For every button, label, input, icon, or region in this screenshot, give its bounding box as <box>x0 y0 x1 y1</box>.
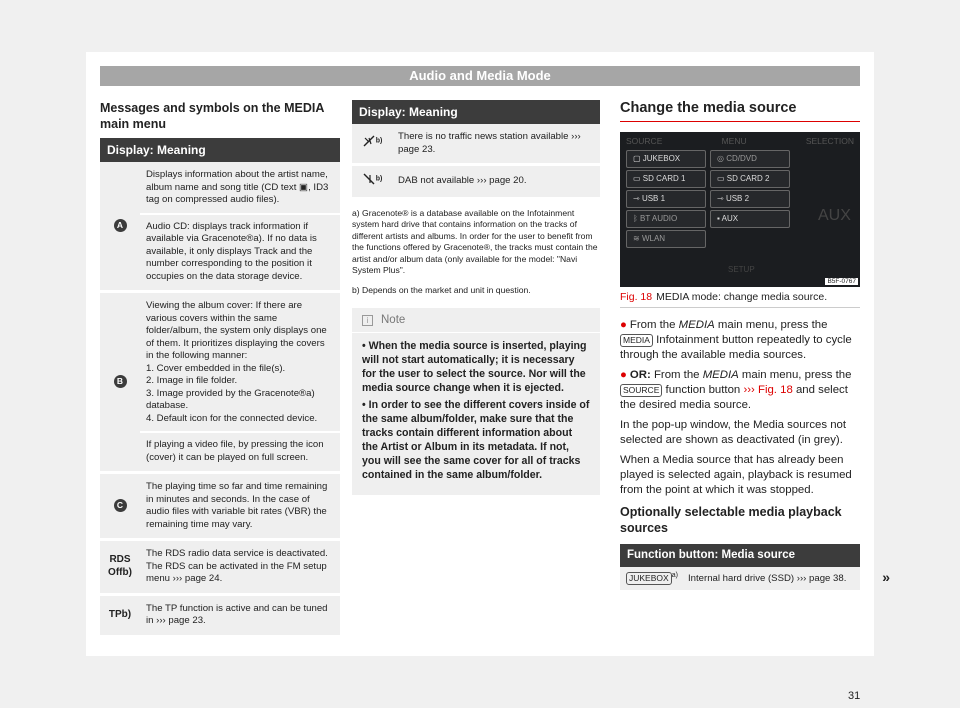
note-item: • When the media source is inserted, playing will not start automatically; it is necessary for the user to select the source. Nor will the media source change when it is ejected. <box>362 340 587 394</box>
paragraph-popup: In the pop-up window, the Media sources not selected are shown as deactivated (in grey). <box>620 419 847 446</box>
scr-btn-btaudio: ᛒ BT AUDIO <box>626 210 706 228</box>
scr-btn-aux: ▪ AUX <box>710 210 790 228</box>
symbol-c: C <box>100 473 140 540</box>
right-column <box>620 100 890 590</box>
symbol-tp: TPb) <box>100 594 140 636</box>
symbol-a: A <box>100 162 140 292</box>
middle-column <box>352 100 600 495</box>
page-number: 31 <box>848 690 861 702</box>
scr-btn-wlan: ≋ WLAN <box>626 230 706 248</box>
table-header: Display: Meaning <box>352 100 600 124</box>
table-row <box>352 124 600 165</box>
scr-btn-usb1: ⇾ USB 1 <box>626 190 706 208</box>
table-row: JUKEBOX $^{a)}$ Internal hard drive (SSD) ››› page 38. » <box>620 567 860 590</box>
scr-tab-selection: SELECTION <box>805 136 854 146</box>
note-label: Note <box>381 314 406 326</box>
symbols-table <box>100 162 340 638</box>
symbols-table-2 <box>352 124 600 200</box>
scr-btn-usb2: ⇾ USB 2 <box>710 190 790 208</box>
media-key: MEDIA <box>620 334 653 347</box>
figure-caption: Fig. 18 MEDIA mode: change media source. <box>620 291 860 308</box>
fig-link[interactable]: ››› Fig. 18 <box>743 384 793 396</box>
step-2: ● OR: From the MEDIA main menu, press the SOURCE function button ››› Fig. 18 and select the desired media source. <box>620 369 852 411</box>
table-row <box>100 292 340 473</box>
note-icon: i <box>362 315 373 326</box>
scr-btn-sdcard1: ▭ SD CARD 1 <box>626 170 706 188</box>
footnote-a: a) Gracenote® is a database available on the Infotainment system hard drive that contains information on the tracks of different artists and albums. In order for the user to benefit from the functions offered by Gracenote®, the tracks must contain the artist and/or album data (only available for the model: "Navi System Plus". <box>352 207 598 275</box>
table-row <box>100 473 340 540</box>
meaning-tp: The TP function is active and can be tuned in ››› page 23. <box>140 594 340 636</box>
symbol-rds-off: RDS Offb) <box>100 540 140 595</box>
step-1: ● From the MEDIA main menu, press the MEDIA Infotainment button repeatedly to cycle through the available media sources. <box>620 319 852 361</box>
scr-tab-menu: MENU <box>721 136 747 146</box>
media-screen-figure <box>620 132 860 287</box>
section-title-messages: Messages and symbols on the MEDIA main menu <box>100 101 324 131</box>
footnote-b: b) Depends on the market and unit in question. <box>352 284 531 295</box>
scr-aux-label: AUX <box>818 207 851 224</box>
table-header: Display: Meaning <box>100 138 340 162</box>
function-table-header: Function button: Media source <box>620 544 860 567</box>
figure-code: B5F-0767 <box>827 278 856 285</box>
meaning-c: The playing time so far and time remaining in minutes and seconds. In the case of audio files with variable bit rates (VBR) the remaining time may vary. <box>140 473 340 540</box>
section-title-change-source: Change the media source <box>620 100 860 122</box>
chapter-header: Audio and Media Mode <box>100 66 860 86</box>
scr-btn-sdcard2: ▭ SD CARD 2 <box>710 170 790 188</box>
meaning-b: Viewing the album cover: If there are various covers within the same folder/album, the system only displays one of them. It prioritizes displaying the covers in the following manner: 1. Cover embedded in the file(s). 2. Image in file folder. 3. Image provided by the Gracenote®a) database. 4. Default icon for the connected device. If playing a video file, by pressing the icon (cover) it can be played on full screen. <box>140 292 340 473</box>
jukebox-key: JUKEBOX <box>626 572 672 585</box>
table-row <box>100 540 340 595</box>
table-row <box>352 165 600 199</box>
left-column <box>100 100 340 638</box>
source-key: SOURCE <box>620 384 662 397</box>
section-title-sources: Optionally selectable media playback sources <box>620 505 842 535</box>
dab-unavailable-icon: b) <box>352 165 392 199</box>
scr-btn-jukebox: ▢ JUKEBOX <box>626 150 706 168</box>
note-box <box>352 308 600 495</box>
table-row <box>100 594 340 636</box>
scr-setup-label: SETUP <box>728 265 755 274</box>
symbol-b: B <box>100 292 140 473</box>
paragraph-resume: When a Media source that has already been played is selected again, playback is resumed from the point at which it was stopped. <box>620 454 852 496</box>
meaning-a: Displays information about the artist name, album name and song title (CD text ▣, ID3 tag on compressed audio files). Audio CD: displays track information if available via Gracenote®a). If no data is available, it only displays Track and the number corresponding to the position it occupies on the data storage device. <box>140 162 340 292</box>
meaning-no-traffic: There is no traffic news station available ››› page 23. <box>392 124 600 165</box>
table-row <box>100 162 340 292</box>
scr-btn-cddvd: ◎ CD/DVD <box>710 150 790 168</box>
meaning-dab: DAB not available ››› page 20. <box>392 165 600 199</box>
continue-chevron: » <box>882 569 890 585</box>
meaning-rds-off: The RDS radio data service is deactivated. The RDS can be activated in the FM setup menu ››› page 24. <box>140 540 340 595</box>
scr-tab-source: SOURCE <box>626 136 663 146</box>
note-item: • In order to see the different covers inside of the same album/folder, make sure that the tracks contain different information about the Artist or Album in its metadata. If not, you will see the same cover for all of tracks contained in the same album/folder. <box>362 399 590 481</box>
no-traffic-icon: b) <box>352 124 392 165</box>
